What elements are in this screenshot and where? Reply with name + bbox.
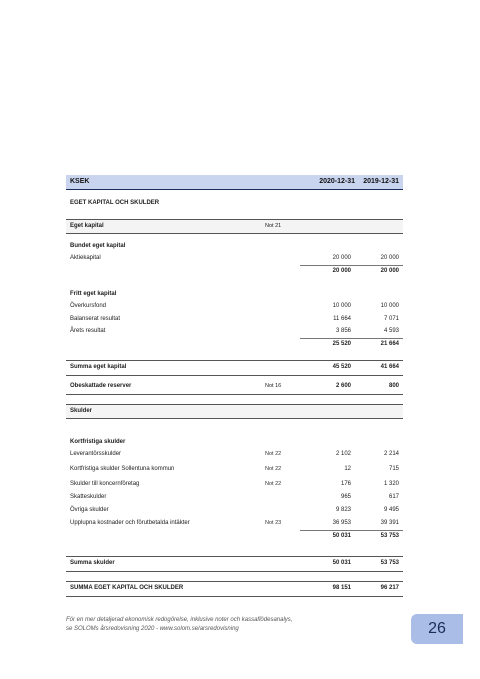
table-row: Årets resultat 3 856 4 593 bbox=[70, 328, 399, 334]
note-ref: Not 22 bbox=[265, 466, 282, 472]
bundet-heading: Bundet eget kapital bbox=[70, 243, 126, 249]
note-ref: Not 23 bbox=[265, 520, 282, 526]
obeskattade-reserver-row: Obeskattade reserver Not 16 2 600 800 bbox=[66, 380, 403, 395]
unit-label: KSEK bbox=[70, 178, 90, 185]
eget-kapital-header: Eget kapital Not 21 bbox=[66, 219, 403, 234]
table-row: Aktiekapital 20 000 20 000 bbox=[70, 255, 399, 261]
kortfristiga-subtotal: 50 031 53 753 bbox=[332, 533, 399, 539]
summa-skulder-row: Summa skulder 50 031 53 753 bbox=[66, 556, 403, 572]
note-ref: Not 22 bbox=[265, 451, 282, 457]
section-title: EGET KAPITAL OCH SKULDER bbox=[70, 200, 160, 206]
table-header bbox=[66, 175, 403, 190]
note-ref: Not 16 bbox=[265, 383, 282, 389]
fritt-heading: Fritt eget kapital bbox=[70, 291, 117, 297]
note-ref: Not 22 bbox=[265, 481, 282, 487]
table-row: Övriga skulder 9 823 9 495 bbox=[70, 507, 399, 513]
summa-total-row: SUMMA EGET KAPITAL OCH SKULDER 98 151 96 217 bbox=[66, 581, 403, 597]
note-ref: Not 21 bbox=[265, 223, 282, 229]
bundet-subtotal: 20 000 20 000 bbox=[332, 268, 399, 274]
skulder-header: Skulder bbox=[66, 404, 403, 419]
table-row: Upplupna kostnader och förutbetalda intäkter Not 23 36 953 39 391 bbox=[70, 520, 399, 526]
footer-note: För en mer detaljerad ekonomisk redogörelse, inklusive noter och kassaflödesanalys, se SOLOMs årsredovisning 2020 - www.solom.se/arsredovisning bbox=[66, 617, 293, 632]
table-row: Skatteskulder 965 617 bbox=[70, 494, 399, 500]
kortfristiga-heading: Kortfristiga skulder bbox=[70, 439, 126, 445]
table-row: Överkursfond 10 000 10 000 bbox=[70, 303, 399, 309]
summa-eget-kapital-row: Summa eget kapital 45 520 41 664 bbox=[66, 360, 403, 376]
table-row: Kortfristiga skulder Sollentuna kommun Not 22 12 715 bbox=[70, 466, 399, 472]
table-row: Balanserat resultat 11 664 7 071 bbox=[70, 316, 399, 322]
page-number: 26 bbox=[411, 614, 463, 644]
column-header-2019: 2019-12-31 bbox=[363, 178, 399, 185]
table-row: Leverantörsskulder Not 22 2 102 2 214 bbox=[70, 451, 399, 457]
table-row: Skulder till koncernföretag Not 22 176 1 320 bbox=[70, 481, 399, 487]
fritt-subtotal: 25 520 21 664 bbox=[332, 341, 399, 347]
column-header-2020: 2020-12-31 bbox=[319, 178, 355, 185]
